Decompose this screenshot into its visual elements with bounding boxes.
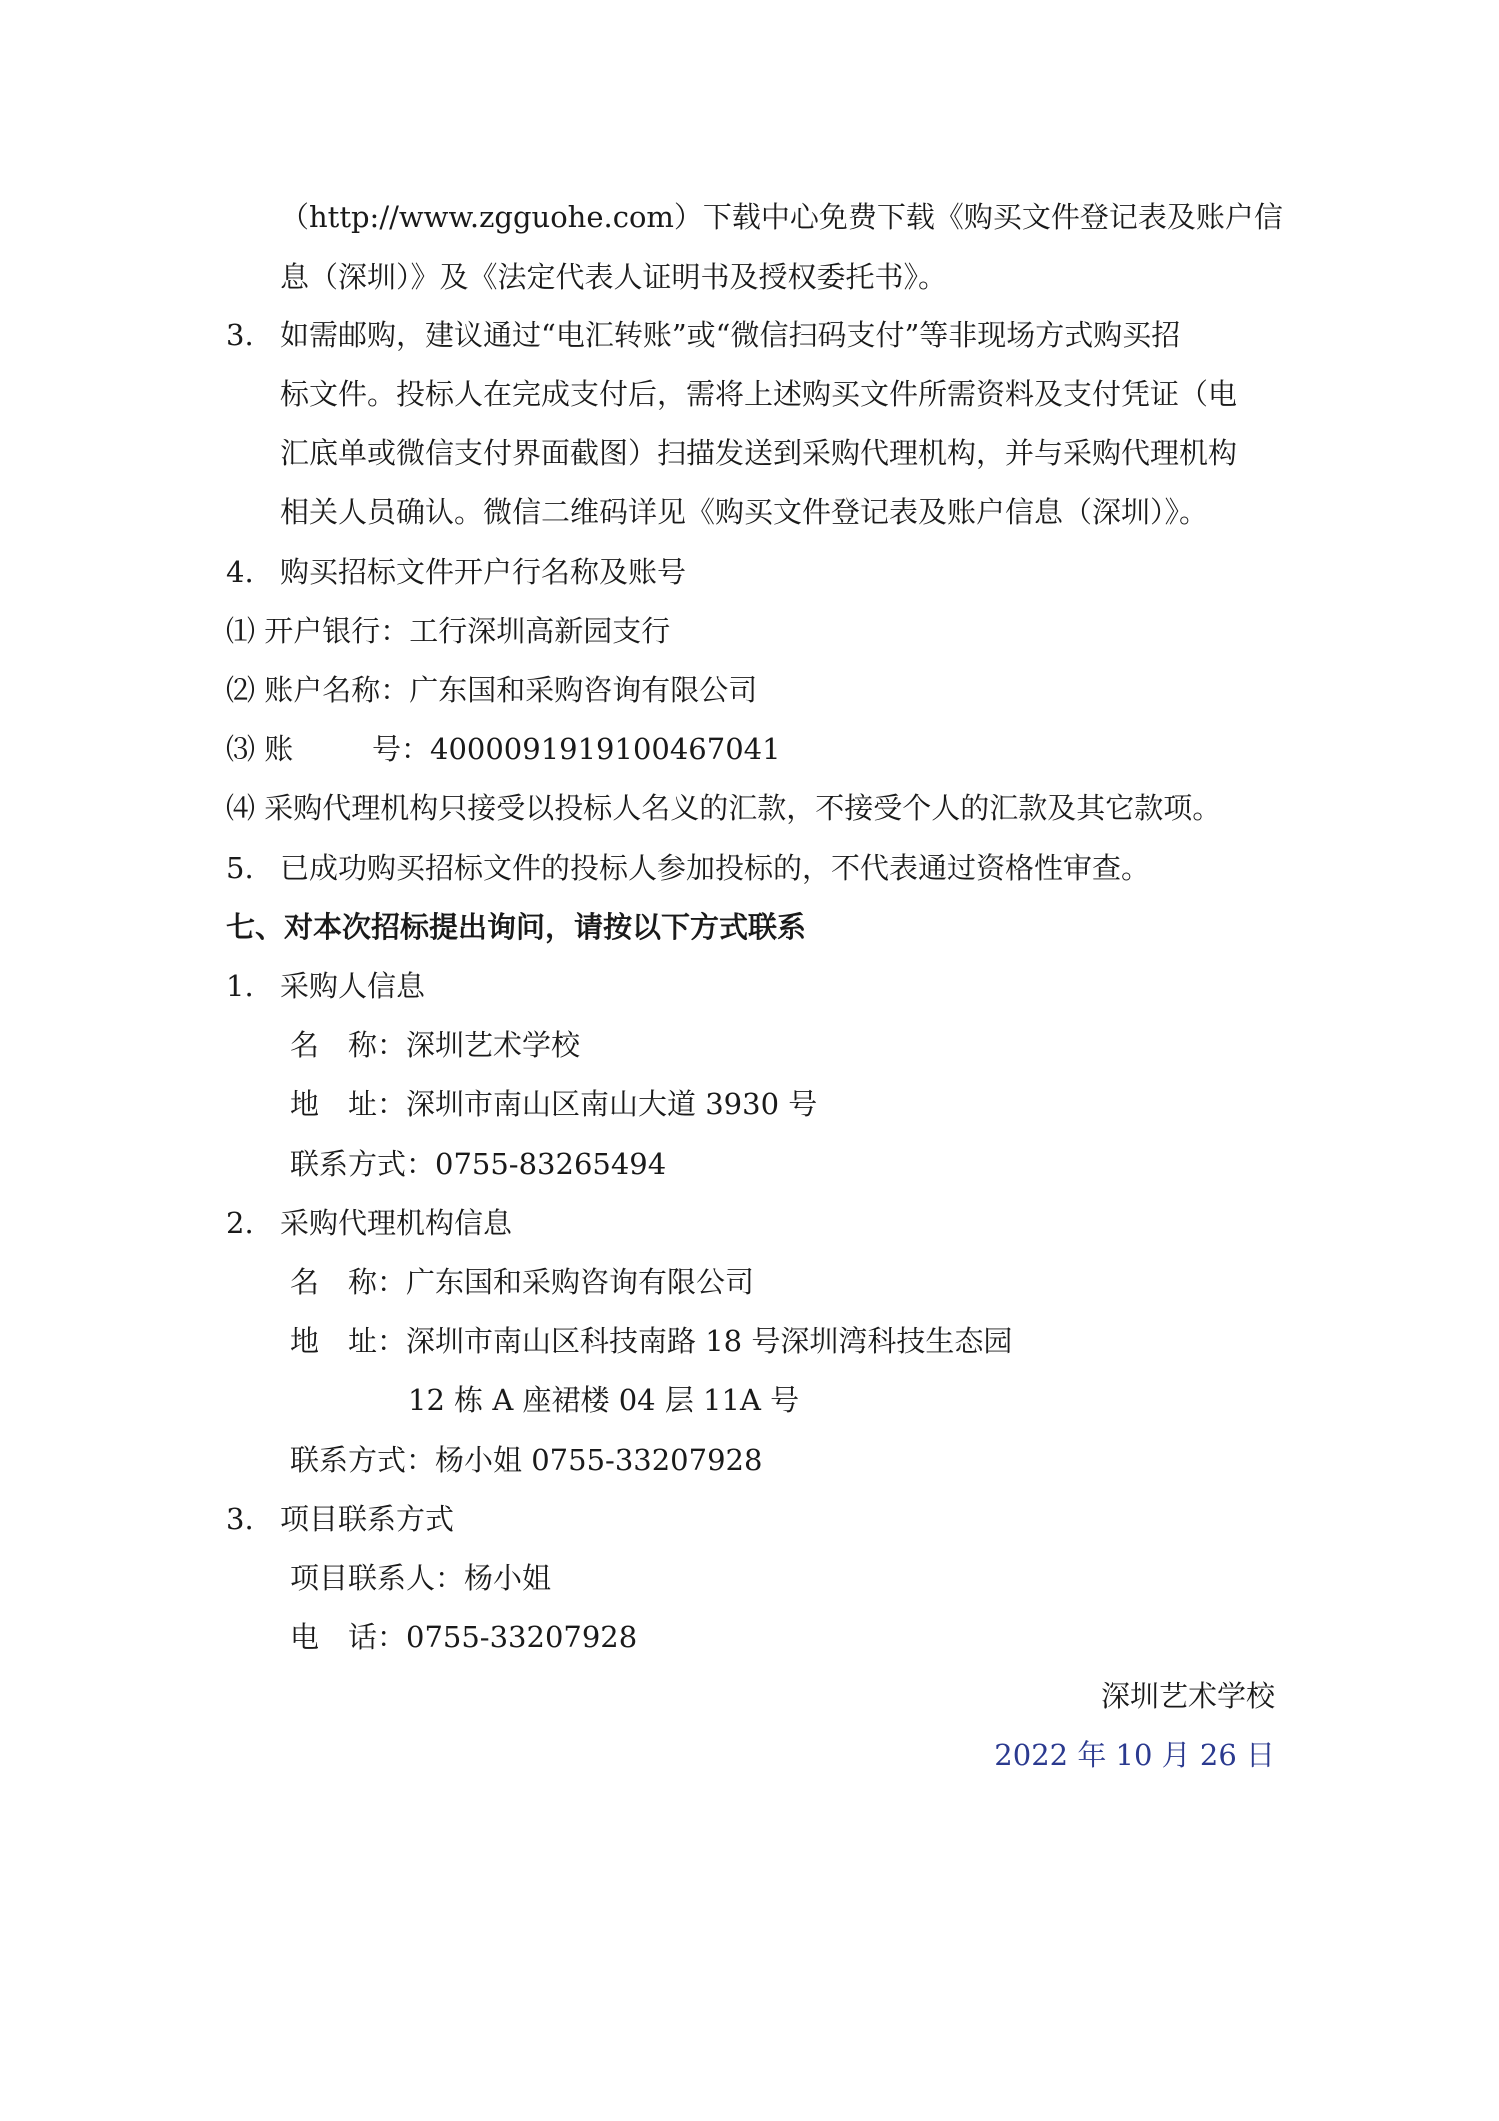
item3-line4: 相关人员确认。微信二维码详见《购买文件登记表及账户信息（深圳）》。 (280, 495, 1209, 529)
item3-number: 3. (226, 318, 254, 352)
item5-number: 5. (226, 851, 254, 885)
section7-heading: 七、对本次招标提出询问，请按以下方式联系 (226, 910, 807, 944)
item3-line3: 汇底单或微信支付界面截图）扫描发送到采购代理机构，并与采购代理机构 (280, 436, 1238, 470)
agency-title: 采购代理机构信息 (280, 1206, 513, 1240)
purchaser-title: 采购人信息 (280, 969, 426, 1003)
agency-name: 名 称：广东国和采购咨询有限公司 (290, 1265, 755, 1299)
purchaser-number: 1. (226, 969, 254, 1003)
account-name-line: ⑵ 账户名称：广东国和采购咨询有限公司 (226, 673, 758, 707)
project-contact-number: 3. (226, 1502, 254, 1536)
project-contact-title: 项目联系方式 (280, 1502, 455, 1536)
signature-date: 2022 年 10 月 26 日 (994, 1738, 1275, 1772)
purchaser-name: 名 称：深圳艺术学校 (290, 1028, 581, 1062)
account-number-value: 4000091919100467041 (430, 732, 781, 766)
agency-address-line2: 12 栋 A 座裙楼 04 层 11A 号 (408, 1383, 800, 1417)
item4-number: 4. (226, 555, 254, 589)
agency-number: 2. (226, 1206, 254, 1240)
item2-continuation-line2: 息（深圳）》及《法定代表人证明书及授权委托书》。 (280, 260, 948, 294)
agency-phone: 联系方式：杨小姐 0755-33207928 (290, 1443, 763, 1477)
project-contact-person: 项目联系人：杨小姐 (290, 1561, 552, 1595)
item5-text: 已成功购买招标文件的投标人参加投标的，不代表通过资格性审查。 (280, 851, 1151, 885)
bank-name-line: ⑴ 开户银行：工行深圳高新园支行 (226, 614, 671, 648)
item3-line1: 如需邮购，建议通过“电汇转账”或“微信扫码支付”等非现场方式购买招 (280, 318, 1181, 352)
remittance-note: ⑷ 采购代理机构只接受以投标人名义的汇款，不接受个人的汇款及其它款项。 (226, 791, 1222, 825)
item2-continuation-line1: （http://www.zgguohe.com）下载中心免费下载《购买文件登记表及账户信 (280, 200, 1283, 234)
account-number-label: ⑶ 账 (226, 732, 294, 766)
account-number-label2: 号： (372, 732, 431, 766)
signature-org: 深圳艺术学校 (1100, 1679, 1275, 1713)
item4-text: 购买招标文件开户行名称及账号 (280, 555, 687, 589)
project-contact-phone: 电 话：0755-33207928 (290, 1620, 638, 1654)
purchaser-address: 地 址：深圳市南山区南山大道 3930 号 (290, 1087, 818, 1121)
item3-line2: 标文件。投标人在完成支付后，需将上述购买文件所需资料及支付凭证（电 (280, 377, 1238, 411)
purchaser-phone: 联系方式：0755-83265494 (290, 1147, 667, 1181)
agency-address-line1: 地 址：深圳市南山区科技南路 18 号深圳湾科技生态园 (290, 1324, 1013, 1358)
